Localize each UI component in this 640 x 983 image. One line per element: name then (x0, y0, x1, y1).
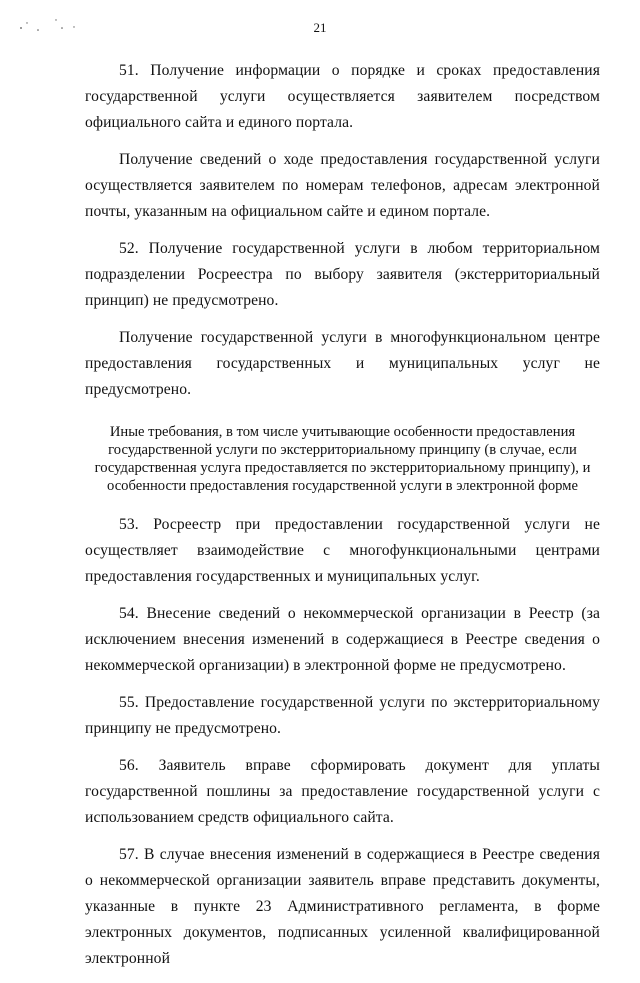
paragraph-51: 51. Получение информации о порядке и сроках предоставления государственной услуги осуществляется заявителем посредством официального сайта и единого портала. (85, 62, 600, 131)
paragraph-53: 53. Росреестр при предоставлении государственной услуги не осуществляет взаимодействие с многофункциональными центрами предоставления государственных и муниципальных услуг. (85, 516, 600, 585)
page-number: 21 (313, 20, 327, 35)
paragraph-57: 57. В случае внесения изменений в содержащиеся в Реестре сведения о некоммерческой организации заявитель вправе представить документы, указанные в пункте 23 Административного регламента, в форме электронных документов, подписанных усиленной квалифицированной электронной (85, 846, 600, 967)
paragraph-54: 54. Внесение сведений о некоммерческой организации в Реестр (за исключением внесения изменений в содержащиеся в Реестре сведения о некоммерческой организации) в электронной форме не предусмотрено. (85, 605, 600, 674)
paragraph-55: 55. Предоставление государственной услуги по экстерриториальному принципу не предусмотрено. (85, 694, 600, 737)
document-body (85, 58, 600, 983)
paragraph-51-cont: Получение сведений о ходе предоставления государственной услуги осуществляется заявителем по номерам телефонов, адресам электронной почты, указанным на официальном сайте и едином портале. (85, 151, 600, 220)
section-heading: Иные требования, в том числе учитывающие особенности предоставления государственной услуги по экстерриториальному принципу (в случае, если государственная услуга предоставляется по экстерриториальному принципу), и особенности предоставления государственной услуги в электронной форме (94, 424, 591, 494)
paragraph-52-cont: Получение государственной услуги в многофункциональном центре предоставления государственных и муниципальных услуг не предусмотрено. (85, 329, 600, 398)
paragraph-52: 52. Получение государственной услуги в любом территориальном подразделении Росреестра по выбору заявителя (экстерриториальный принцип) не предусмотрено. (85, 240, 600, 309)
paragraph-56: 56. Заявитель вправе сформировать документ для уплаты государственной пошлины за предоставление государственной услуги с использованием средств официального сайта. (85, 757, 600, 826)
